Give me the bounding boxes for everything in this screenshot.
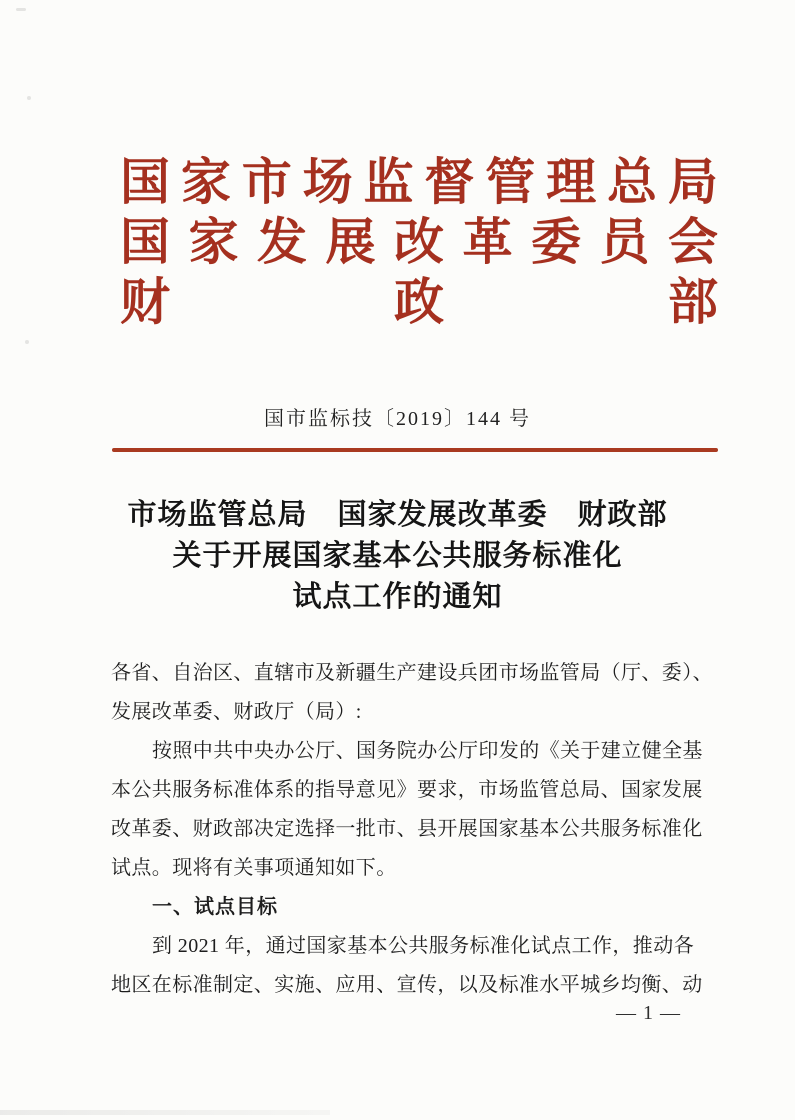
body-text-line: 发展改革委、财政厅（局）: xyxy=(111,701,362,723)
document-title xyxy=(0,495,795,618)
body-text-line: 到 2021 年，通过国家基本公共服务标准化试点工作，推动各 xyxy=(152,935,694,957)
page-number: — 1 — xyxy=(616,1002,681,1024)
body-text-line: 本公共服务标准体系的指导意见》要求，市场监管总局、国家发展 xyxy=(111,779,703,801)
body-text-line: 改革委、财政部决定选择一批市、县开展国家基本公共服务标准化 xyxy=(111,818,703,840)
scan-speck xyxy=(16,8,26,11)
document-title-line: 市场监管总局 国家发展改革委 财政部 xyxy=(127,499,668,531)
body-text-line: 各省、自治区、直辖市及新疆生产建设兵团市场监管局（厅、委）、 xyxy=(111,662,713,684)
body-text-line: 试点。现将有关事项通知如下。 xyxy=(111,857,397,879)
document-title-line: 试点工作的通知 xyxy=(292,581,503,613)
letterhead xyxy=(120,152,718,332)
letterhead-line: 国 家 市 场 监 督 管 理 总 局 xyxy=(120,154,718,210)
scan-smudge xyxy=(0,1110,330,1115)
document-number: 国市监标技〔2019〕144 号 xyxy=(264,408,531,430)
document-title-line: 关于开展国家基本公共服务标准化 xyxy=(172,540,623,572)
letterhead-line: 财 政 部 xyxy=(120,274,718,330)
body-text-line: 地区在标准制定、实施、应用、宣传，以及标准水平城乡均衡、动 xyxy=(111,974,703,996)
letterhead-line: 国 家 发 展 改 革 委 员 会 xyxy=(120,214,718,270)
scan-speck xyxy=(27,96,31,100)
body-text-line: 一、试点目标 xyxy=(152,896,278,918)
red-divider-line xyxy=(112,448,718,452)
body-text-line: 按照中共中央办公厅、国务院办公厅印发的《关于建立健全基 xyxy=(152,740,703,762)
scan-speck xyxy=(25,340,29,344)
document-body xyxy=(111,654,723,1005)
